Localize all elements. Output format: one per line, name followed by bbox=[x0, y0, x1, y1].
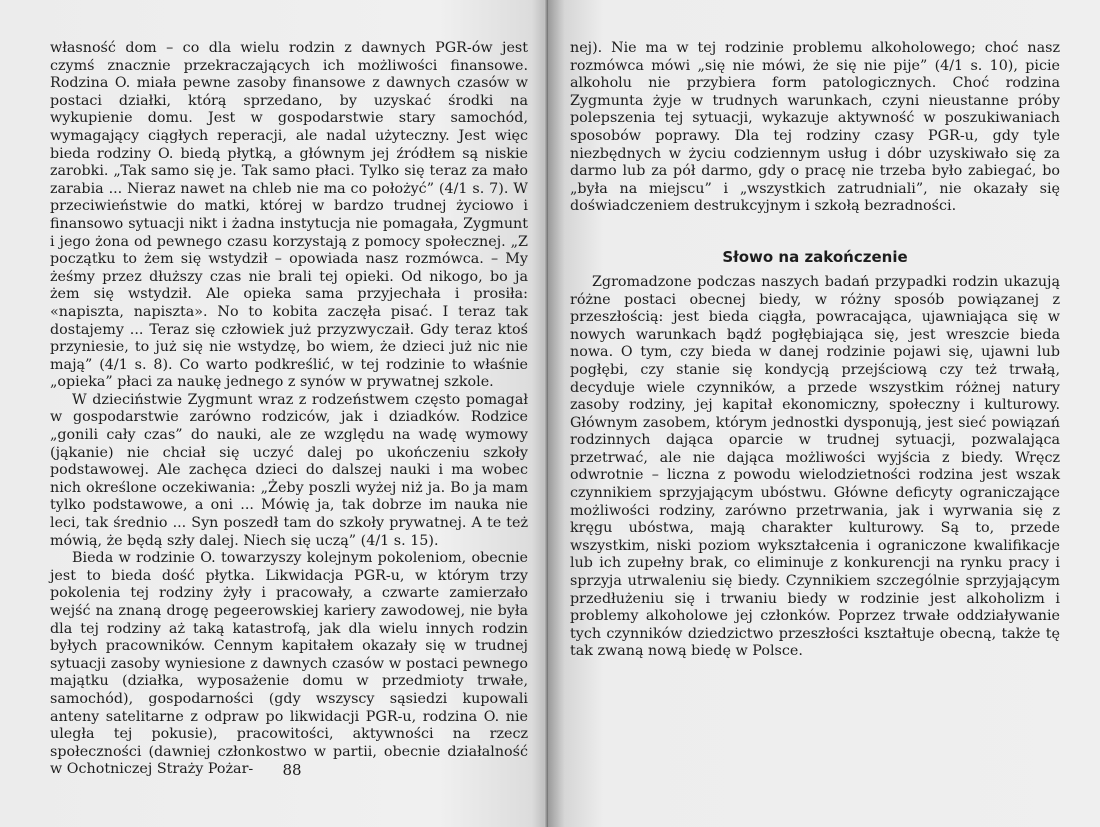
paragraph: Bieda w rodzinie O. towarzyszy kolejnym pokoleniom, obecnie jest to bieda dość płytka. Likwidacja PGR-u, w którym trzy pokolenia tej rodziny żyły i pracowały, a czwarte zamierzało wejść na znaną drogę pegeerowskiej kariery zawodowej, nie była dla tej rodziny aż taką katastrofą, jak dla wielu innych rodzin byłych pracowników. Cennym kapitałem okazały się w trudnej sytuacji zasoby wyniesione z dawnych czasów w postaci pewnego majątku (działka, wyposażenie domu w przedmioty trwałe, samochód), gospodarności (gdy wszyscy sąsiedzi kupowali anteny satelitarne z odpraw po likwidacji PGR-u, rodzina O. nie uległa tej pokusie), pracowitości, aktywności na rzecz społeczności (dawniej członkostwo w partii, obecnie działalność w Ochotniczej Straży Pożar- bbox=[50, 550, 528, 778]
page-number: 88 bbox=[282, 761, 302, 779]
paragraph: własność dom – co dla wielu rodzin z dawnych PGR-ów jest czymś znacznie przekraczających ich możliwości finansowe. Rodzina O. miała pewne zasoby finansowe z dawnych czasów w postaci działki, którą sprzedano, by uzyskać środki na wykupienie domu. Jest w gospodarstwie stary samochód, wymagający ciągłych reperacji, ale nadal użyteczny. Jest więc bieda rodziny O. biedą płytką, a głównym jej źródłem są niskie zarobki. „Tak samo się je. Tak samo płaci. Tylko się teraz za mało zarabia ... Nieraz nawet na chleb nie ma co położyć” (4/1 s. 7). W przeciwieństwie do matki, której w bardzo trudnej życiowo i finansowo sytuacji nikt i żadna instytucja nie pomagała, Zygmunt i jego żona od pewnego czasu korzystają z pomocy społecznej. „Z początku to żem się wstydził – opowiada nasz rozmówca. – My żeśmy przez dłuższy czas nie brali tej opieki. Od nikogo, bo ja żem się wstydził. Ale opieka sama przyjechała i prosiła: «napiszta, napiszta». No to kobita zaczęła pisać. I teraz tak dostajemy ... Teraz się człowiek już przyzwyczaił. Gdy teraz ktoś przyniesie, to już się nie wstydzę, bo wiem, że dzieci już nic nie mają” (4/1 s. 8). Co warto podkreślić, w tej rodzinie to właśnie „opieka” płaci za naukę jednego z synów w prywatnej szkole. bbox=[50, 40, 528, 391]
left-page-text bbox=[50, 40, 528, 779]
paragraph: W dzieciństwie Zygmunt wraz z rodzeństwem często pomagał w gospodarstwie zarówno rodziców, jak i dziadków. Rodzice „gonili cały czas” do nauki, ale ze względu na wadę wymowy (jąkanie) nie chciał się uczyć dalej po ukończeniu szkoły podstawowej. Ale zachęca dzieci do dalszej nauki i ma wobec nich określone oczekiwania: „Żeby poszli wyżej niż ja. Bo ja mam tylko podstawowe, a oni ... Mówię ja, tak dobrze im nauka nie leci, tak średnio ... Syn poszedł tam do szkoły prywatnej. A te też mówią, że będą szły dalej. Niech się uczą” (4/1 s. 15). bbox=[50, 391, 528, 549]
right-page-text bbox=[570, 40, 1060, 661]
paragraph: Zgromadzone podczas naszych badań przypadki rodzin ukazują różne postaci obecnej biedy, w różny sposób powiązanej z przeszłością: jest bieda ciągła, powracająca, ujawniająca się w nowych warunkach bądź pogłębiająca się, jest wreszcie bieda nowa. O tym, czy bieda w danej rodzinie pojawi się, ujawni lub pogłębi, czy stanie się kondycją przejściową czy też trwałą, decyduje wiele czynników, a przede wszystkim różnej natury zasoby rodziny, jej kapitał ekonomiczny, społeczny i kulturowy. Głównym zasobem, którym jednostki dysponują, jest sieć powiązań rodzinnych dająca oparcie w trudnej sytuacji, pozwalająca przetrwać, ale nie dająca możliwości wyjścia z biedy. Wręcz odwrotnie – liczna z powodu wielodzietności rodzina jest wszak czynnikiem sprzyjającym ubóstwu. Główne deficyty ograniczające możliwości rodziny, zarówno przetrwania, jak i wyrwania się z kręgu ubóstwa, mają charakter kulturowy. Są to, przede wszystkim, niski poziom wykształcenia i ograniczone kwalifikacje lub ich zupełny brak, co eliminuje z konkurencji na rynku pracy i sprzyja utrwaleniu się biedy. Czynnikiem szczególnie sprzyjającym przedłużeniu się i trwaniu biedy w rodzinie jest alkoholizm i problemy alkoholowe jej członków. Poprzez trwałe oddziaływanie tych czynników dziedzictwo przeszłości kształtuje obecną, także tę tak zwaną nową biedę w Polsce. bbox=[570, 273, 1060, 660]
paragraph: nej). Nie ma w tej rodzinie problemu alkoholowego; choć nasz rozmówca mówi „się nie mówi, że się nie pije” (4/1 s. 10), picie alkoholu nie przybiera form patologicznych. Choć rodzina Zygmunta żyje w trudnych warunkach, czyni nieustanne próby polepszenia tej sytuacji, wykazuje aktywność w poszukiwaniach sposobów poprawy. Dla tej rodziny czasy PGR-u, gdy tyle niezbędnych w życiu codziennym usług i dóbr uzyskiwało się za darmo lub za pół darmo, gdy o pracę nie trzeba było zabiegać, bo „była na miejscu” i „wszystkich zatrudniali”, nie okazały się doświadczeniem destrukcyjnym i szkołą bezradności. bbox=[570, 40, 1060, 215]
right-page bbox=[548, 0, 1100, 827]
section-heading: Słowo na zakończenie bbox=[722, 247, 908, 266]
left-page bbox=[0, 0, 548, 827]
